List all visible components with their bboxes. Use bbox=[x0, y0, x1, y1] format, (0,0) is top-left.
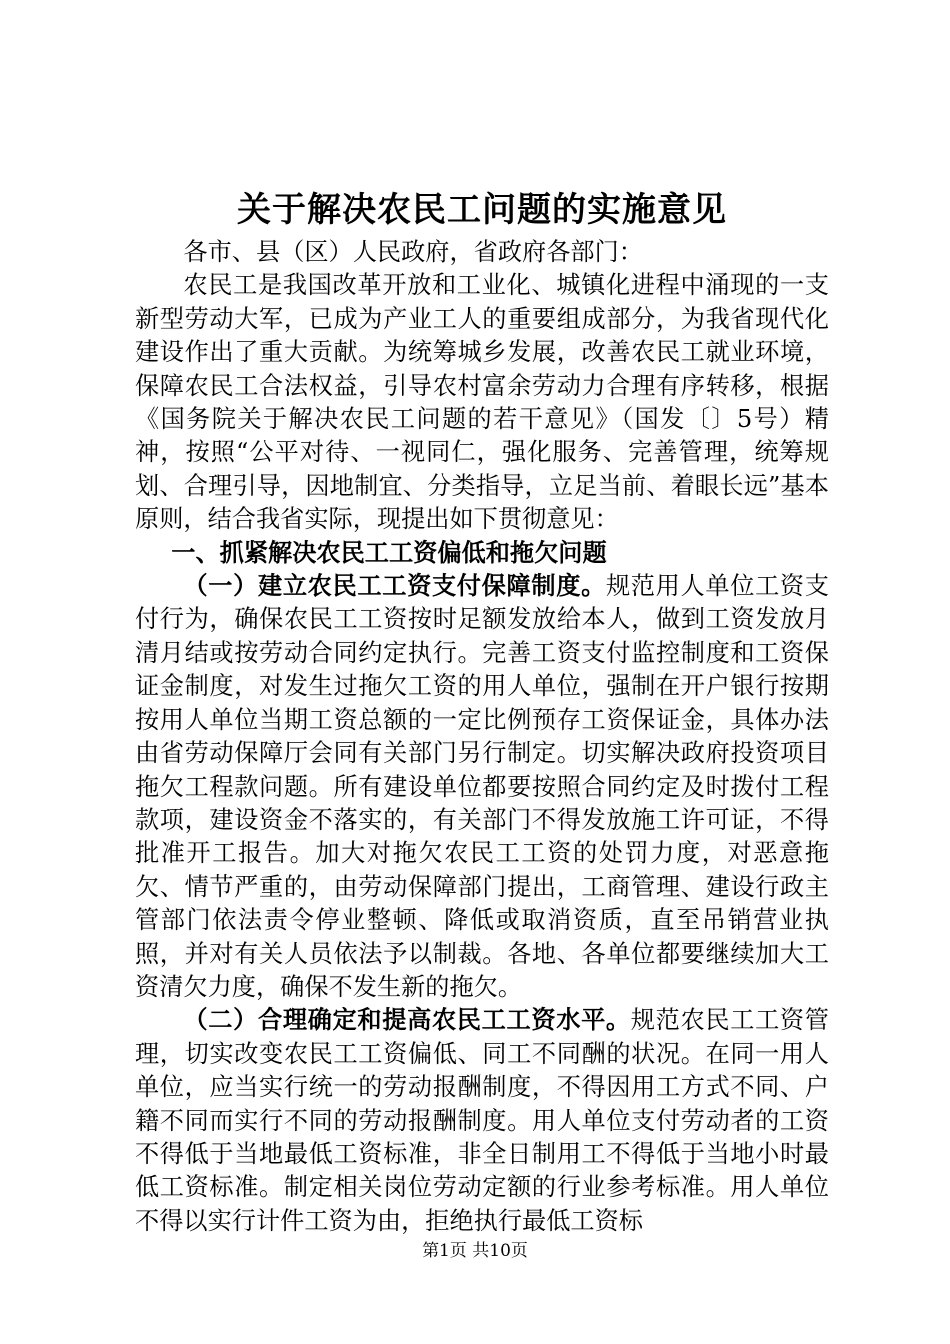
paragraph-1-lead: （一）建立农民工工资支付保障制度。 bbox=[183, 572, 606, 601]
document-title: 关于解决农民工问题的实施意见 bbox=[237, 190, 727, 230]
paragraph-2-body: 规范农民工工资管理，切实改变农民工工资偏低、同工不同酬的状况。在同一用人单位，应当实行统一的劳动报酬制度，不得因用工方式不同、户籍不同而实行不同的劳动报酬制度。用人单位支付劳动者的工资不得低于当地最低工资标准，非全日制用工不得低于当地小时最低工资标准。制定相关岗位劳动定额的行业参考标准。用人单位不得以实行计件工资为由，拒绝执行最低工资标 bbox=[135, 1006, 829, 1235]
paragraph-2-lead: （二）合理确定和提高农民工工资水平。 bbox=[183, 1006, 631, 1035]
page-footer: 第1页 共10页 bbox=[422, 1241, 528, 1261]
document-body bbox=[135, 186, 829, 1238]
paragraph-1 bbox=[135, 570, 829, 1004]
section-heading: 一、抓紧解决农民工工资偏低和拖欠问题 bbox=[171, 538, 607, 567]
intro-paragraph: 农民工是我国改革开放和工业化、城镇化进程中涌现的一支新型劳动大军，已成为产业工人的重要组成部分，为我省现代化建设作出了重大贡献。为统筹城乡发展，改善农民工就业环境，保障农民工合法权益，引导农村富余劳动力合理有序转移，根据《国务院关于解决农民工问题的若干意见》（国发〔〕5号）精神，按照“公平对待、一视同仁，强化服务、完善管理，统筹规划、合理引导，因地制宜、分类指导，立足当前、着眼长远”基本原则，结合我省实际，现提出如下贯彻意见： bbox=[135, 271, 829, 534]
paragraph-2 bbox=[135, 1004, 829, 1238]
paragraph-1-body: 规范用人单位工资支付行为，确保农民工工资按时足额发放给本人，做到工资发放月清月结或按劳动合同约定执行。完善工资支付监控制度和工资保证金制度，对发生过拖欠工资的用人单位，强制在开户银行按期按用人单位当期工资总额的一定比例预存工资保证金，具体办法由省劳动保障厅会同有关部门另行制定。切实解决政府投资项目拖欠工程款问题。所有建设单位都要按照合同约定及时拨付工程款项，建设资金不落实的，有关部门不得发放施工许可证，不得批准开工报告。加大对拖欠农民工工资的处罚力度，对恶意拖欠、情节严重的，由劳动保障部门提出，工商管理、建设行政主管部门依法责令停业整顿、降低或取消资质，直至吊销营业执照，并对有关人员依法予以制裁。各地、各单位都要继续加大工资清欠力度，确保不发生新的拖欠。 bbox=[135, 572, 829, 1001]
salutation: 各市、县（区）人民政府，省政府各部门： bbox=[183, 238, 643, 266]
